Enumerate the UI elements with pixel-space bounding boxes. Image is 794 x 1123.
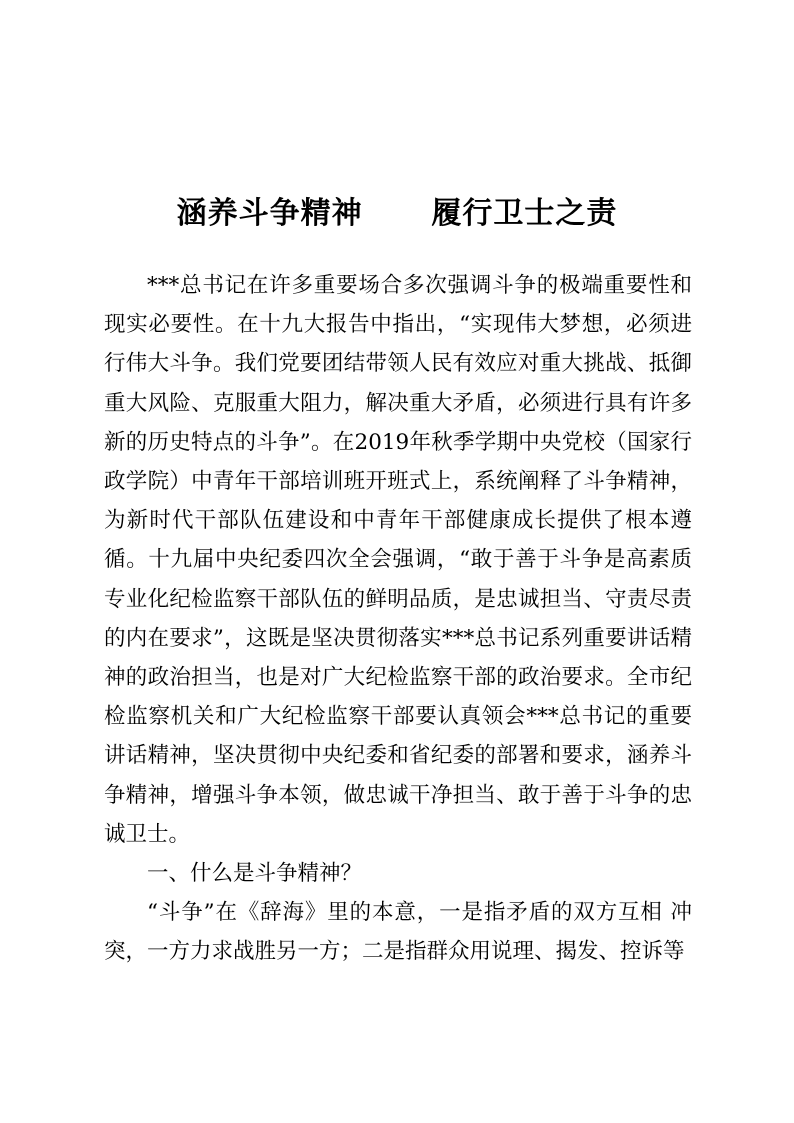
paragraph-intro-text-3: ”，这既是坚决贯彻落实***总书记系列重要讲话精神的政治担当，也是对广大纪检监察干部的政治要求。全市纪检监察机关和广大纪检监察干部要认真领会***总书记的重要讲话精神，坚决贯彻中央纪委和省纪委的部署和要求，涵养斗争精神，增强斗争本领，做忠诚干净担当、敢于善于斗争的忠诚卫士。 (104, 625, 692, 847)
paragraph-intro-text-1: ***总书记在许多重要场合多次强调斗争的极端重要性和现实必要性。在十九大报告中指出，“ (104, 273, 692, 338)
paragraph-intro-text-2: ”。在2019年秋季学期中央党校（国家行政学院）中青年干部培训班开班式上，系统阐释了斗争精神，为新时代干部队伍建设和中青年干部健康成长提供了根本遵循。十九届中央纪委四次全会强调，“ (104, 429, 692, 573)
document-body (104, 266, 692, 972)
paragraph-definition: “斗争”在《辞海》里的本意，一是指矛盾的双方互相 冲突，一方力求战胜另一方；二是指群众用说理、揭发、控诉等 (104, 900, 692, 965)
paragraph-intro (104, 266, 692, 854)
section-heading-1: 一、什么是斗争精神？ (147, 861, 363, 887)
document-title: 涵养斗争精神 履行卫士之责 (176, 196, 618, 231)
quote-report: 实现伟大梦想，必须进行伟大斗争。我们党要团结带领人民有效应对重大挑战、抵御重大风险、克服重大阻力，解决重大矛盾，必须进行具有许多新的历史特点的斗争 (104, 312, 692, 455)
quote-plenary: 敢于善于斗争是高素质专业化纪检监察干部队伍的鲜明品质，是忠诚担当、守责尽责的内在要求 (104, 547, 692, 651)
